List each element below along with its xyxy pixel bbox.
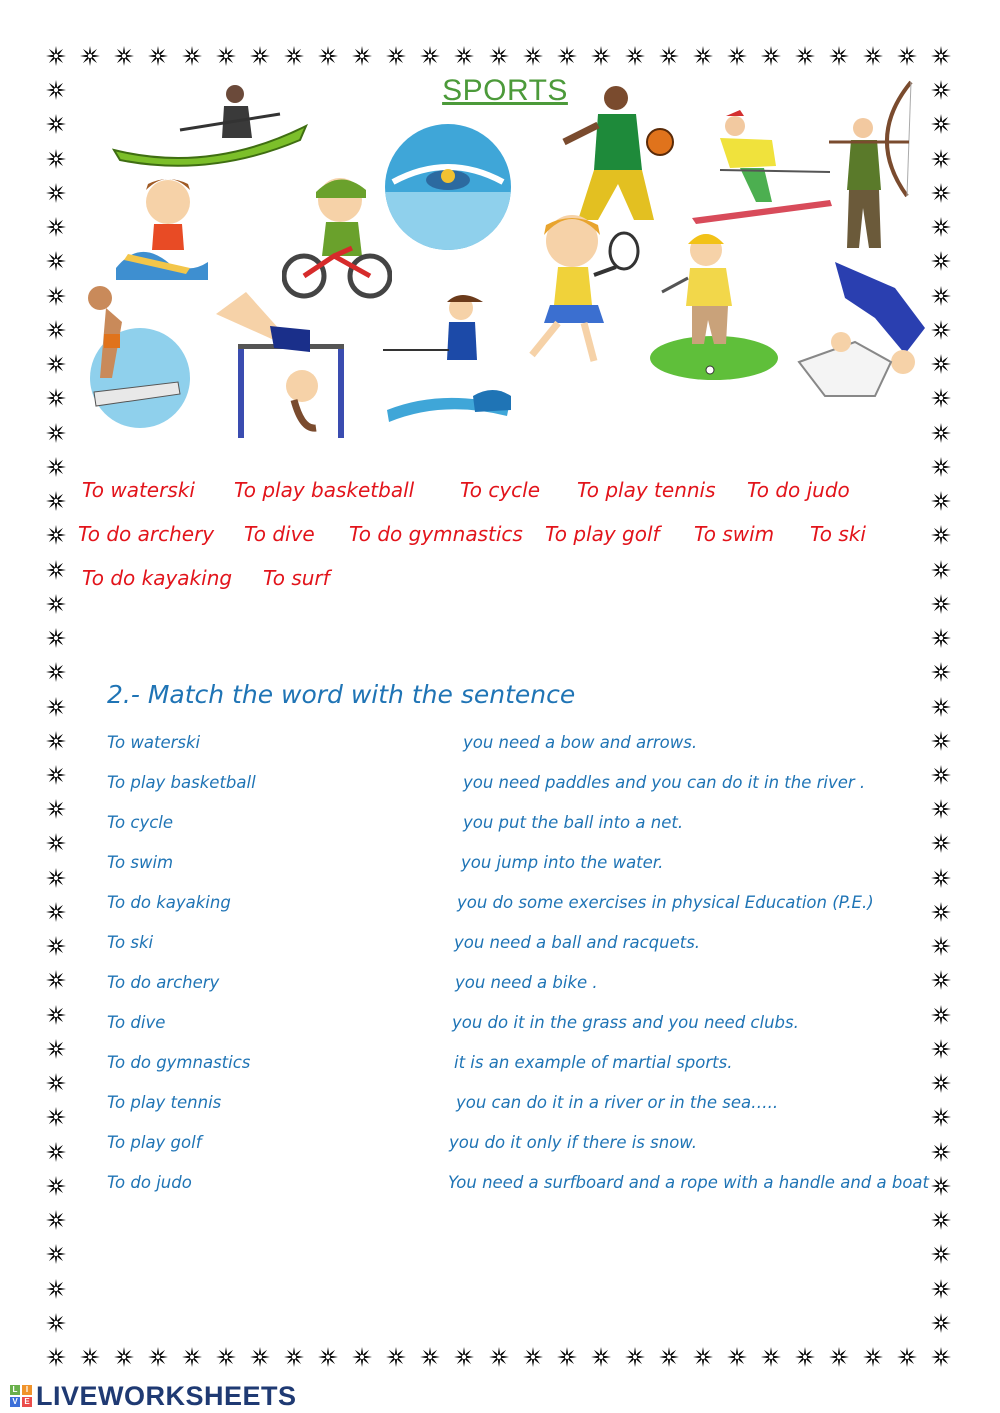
border-star-icon (930, 1209, 952, 1231)
border-star-icon (556, 1346, 578, 1368)
border-star-icon (45, 1243, 67, 1265)
border-star-icon (930, 661, 952, 683)
match-sentence-item[interactable]: You need a surfboard and a rope with a handle and a boat (448, 1173, 929, 1192)
border-star-icon (113, 45, 135, 67)
border-star-icon (45, 250, 67, 272)
border-star-icon (896, 45, 918, 67)
border-star-icon (658, 1346, 680, 1368)
border-star-icon (930, 387, 952, 409)
border-star-icon (45, 969, 67, 991)
border-star-icon (45, 1175, 67, 1197)
border-star-icon (215, 1346, 237, 1368)
border-star-icon (930, 490, 952, 512)
word-bank-item: To play golf (545, 522, 660, 546)
match-sport-item[interactable]: To play basketball (107, 773, 256, 792)
border-star-icon (930, 1004, 952, 1026)
border-star-icon (930, 969, 952, 991)
match-sport-item[interactable]: To do judo (107, 1173, 192, 1192)
border-star-icon (930, 1106, 952, 1128)
border-star-icon (181, 45, 203, 67)
border-star-icon (862, 1346, 884, 1368)
diving-picture (82, 282, 192, 430)
brand-name: LIVEWORKSHEETS (36, 1380, 297, 1411)
match-sentence-item[interactable]: you need a bow and arrows. (463, 733, 698, 752)
border-star-icon (385, 45, 407, 67)
border-star-icon (930, 456, 952, 478)
border-star-icon (79, 1346, 101, 1368)
border-star-icon (45, 730, 67, 752)
swimming-picture (383, 122, 513, 252)
border-star-icon (249, 45, 271, 67)
border-star-icon (45, 798, 67, 820)
border-star-icon (45, 1141, 67, 1163)
page-title: SPORTS (442, 74, 568, 107)
word-bank-item: To swim (694, 522, 775, 546)
gymnastics-picture (210, 290, 350, 438)
judo-picture (795, 258, 930, 398)
logo-letter: V (10, 1397, 20, 1407)
border-star-icon (147, 1346, 169, 1368)
match-sport-item[interactable]: To do archery (107, 973, 220, 992)
golf-picture (648, 228, 780, 383)
match-sport-item[interactable]: To swim (107, 853, 174, 872)
border-star-icon (45, 319, 67, 341)
logo-letter: E (22, 1397, 32, 1407)
border-star-icon (181, 1346, 203, 1368)
surfing-picture (110, 168, 210, 280)
border-star-icon (522, 1346, 544, 1368)
border-star-icon (930, 45, 952, 67)
border-star-icon (283, 1346, 305, 1368)
border-star-icon (45, 182, 67, 204)
border-star-icon (760, 45, 782, 67)
border-star-icon (317, 45, 339, 67)
border-star-icon (45, 764, 67, 786)
border-star-icon (45, 285, 67, 307)
border-star-icon (215, 45, 237, 67)
border-star-icon (453, 45, 475, 67)
logo-letter: L (10, 1385, 20, 1395)
match-sentence-item[interactable]: you need a ball and racquets. (454, 933, 701, 952)
border-star-icon (930, 593, 952, 615)
border-star-icon (45, 387, 67, 409)
brand-logo-icon (10, 1385, 32, 1407)
border-star-icon (794, 45, 816, 67)
border-star-icon (45, 832, 67, 854)
tennis-picture (512, 205, 642, 370)
border-star-icon (45, 490, 67, 512)
word-bank-item: To ski (810, 522, 866, 546)
border-star-icon (930, 1346, 952, 1368)
word-bank-item: To do judo (747, 478, 850, 502)
word-bank-item: To do archery (78, 522, 215, 546)
border-star-icon (930, 353, 952, 375)
border-star-icon (419, 45, 441, 67)
border-star-icon (624, 45, 646, 67)
match-sport-item[interactable]: To do gymnastics (107, 1053, 251, 1072)
border-star-icon (828, 45, 850, 67)
border-star-icon (556, 45, 578, 67)
border-star-icon (45, 627, 67, 649)
border-star-icon (147, 45, 169, 67)
border-star-icon (930, 319, 952, 341)
match-sentence-item[interactable]: you need a bike . (455, 973, 598, 992)
border-star-icon (45, 935, 67, 957)
border-star-icon (930, 1243, 952, 1265)
border-star-icon (930, 1072, 952, 1094)
border-star-icon (930, 696, 952, 718)
word-bank-item: To cycle (460, 478, 541, 502)
word-bank-item: To do kayaking (82, 566, 233, 590)
border-star-icon (419, 1346, 441, 1368)
skiing-picture (690, 110, 835, 225)
border-star-icon (45, 1004, 67, 1026)
border-star-icon (45, 45, 67, 67)
border-star-icon (351, 45, 373, 67)
border-star-icon (45, 559, 67, 581)
border-star-icon (283, 45, 305, 67)
border-star-icon (45, 148, 67, 170)
word-bank-item: To waterski (82, 478, 195, 502)
border-star-icon (45, 456, 67, 478)
word-bank-item: To do gymnastics (349, 522, 523, 546)
border-star-icon (45, 867, 67, 889)
match-sentence-item[interactable]: you jump into the water. (461, 853, 664, 872)
border-star-icon (317, 1346, 339, 1368)
border-star-icon (930, 250, 952, 272)
border-star-icon (45, 661, 67, 683)
border-star-icon (45, 696, 67, 718)
liveworksheets-logo[interactable] (10, 1381, 297, 1411)
word-bank-item: To play basketball (234, 478, 415, 502)
border-star-icon (45, 1278, 67, 1300)
border-star-icon (45, 901, 67, 923)
border-star-icon (930, 559, 952, 581)
match-sport-item[interactable]: To waterski (107, 733, 201, 752)
border-star-icon (862, 45, 884, 67)
border-star-icon (930, 832, 952, 854)
border-star-icon (45, 422, 67, 444)
border-star-icon (488, 1346, 510, 1368)
border-star-icon (45, 353, 67, 375)
border-star-icon (45, 113, 67, 135)
match-sentence-item[interactable]: you do it in the grass and you need clubs. (452, 1013, 799, 1032)
match-sentence-item[interactable]: it is an example of martial sports. (454, 1053, 733, 1072)
match-sport-item[interactable]: To ski (107, 933, 154, 952)
border-star-icon (45, 1106, 67, 1128)
border-star-icon (45, 593, 67, 615)
border-star-icon (692, 1346, 714, 1368)
border-star-icon (692, 45, 714, 67)
border-star-icon (45, 1312, 67, 1334)
border-star-icon (658, 45, 680, 67)
border-star-icon (249, 1346, 271, 1368)
border-star-icon (930, 627, 952, 649)
border-star-icon (79, 45, 101, 67)
match-sentence-item[interactable]: you do some exercises in physical Education (P.E.) (457, 893, 874, 912)
border-star-icon (45, 216, 67, 238)
border-star-icon (45, 1038, 67, 1060)
border-star-icon (930, 1141, 952, 1163)
border-star-icon (930, 867, 952, 889)
border-star-icon (488, 45, 510, 67)
border-star-icon (896, 1346, 918, 1368)
border-star-icon (930, 935, 952, 957)
border-star-icon (930, 422, 952, 444)
border-star-icon (930, 1278, 952, 1300)
border-star-icon (828, 1346, 850, 1368)
match-sport-item[interactable]: To cycle (107, 813, 174, 832)
match-sport-item[interactable]: To play tennis (107, 1093, 222, 1112)
border-star-icon (726, 45, 748, 67)
border-star-icon (624, 1346, 646, 1368)
archery-picture (825, 78, 935, 253)
border-star-icon (726, 1346, 748, 1368)
border-star-icon (930, 730, 952, 752)
exercise-title: 2.- Match the word with the sentence (107, 680, 576, 709)
border-star-icon (930, 1175, 952, 1197)
match-sport-item[interactable]: To play golf (107, 1133, 202, 1152)
waterskiing-picture (383, 292, 513, 434)
border-star-icon (930, 1312, 952, 1334)
word-bank-item: To surf (263, 566, 330, 590)
word-bank-item: To dive (244, 522, 315, 546)
match-sport-item[interactable]: To do kayaking (107, 893, 231, 912)
border-star-icon (590, 1346, 612, 1368)
border-star-icon (113, 1346, 135, 1368)
border-star-icon (794, 1346, 816, 1368)
border-star-icon (930, 285, 952, 307)
match-sentence-item[interactable]: you can do it in a river or in the sea….. (456, 1093, 779, 1112)
border-star-icon (453, 1346, 475, 1368)
basketball-picture (558, 80, 678, 225)
border-star-icon (45, 1346, 67, 1368)
match-sentence-item[interactable]: you put the ball into a net. (463, 813, 684, 832)
cycling-picture (282, 172, 392, 302)
match-sentence-item[interactable]: you do it only if there is snow. (449, 1133, 697, 1152)
word-bank-item: To play tennis (577, 478, 716, 502)
match-sentence-item[interactable]: you need paddles and you can do it in the river . (463, 773, 866, 792)
border-star-icon (590, 45, 612, 67)
border-star-icon (930, 524, 952, 546)
border-star-icon (930, 1038, 952, 1060)
kayaking-picture (110, 78, 310, 168)
border-star-icon (930, 764, 952, 786)
border-star-icon (45, 1209, 67, 1231)
border-star-icon (930, 798, 952, 820)
border-star-icon (45, 524, 67, 546)
border-star-icon (522, 45, 544, 67)
border-star-icon (385, 1346, 407, 1368)
border-star-icon (351, 1346, 373, 1368)
border-star-icon (930, 901, 952, 923)
logo-letter: I (22, 1385, 32, 1395)
border-star-icon (45, 1072, 67, 1094)
match-sport-item[interactable]: To dive (107, 1013, 166, 1032)
border-star-icon (760, 1346, 782, 1368)
